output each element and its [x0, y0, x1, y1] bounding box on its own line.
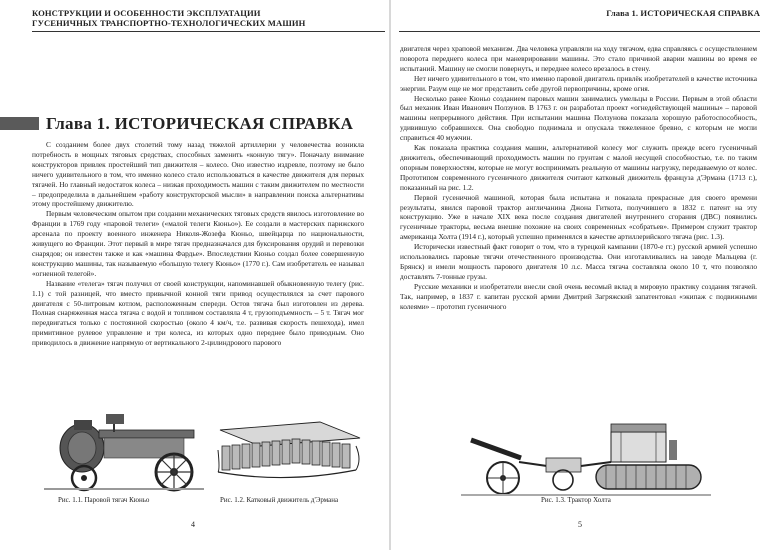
- paragraph: Исторически известный факт говорит о том, что в турецкой кампании (1870-е гг.) русской армией успешно использовались паровые тягачи отечественного производства. Они изготавливались на заводе Мальцева (г. Брянск) и имели мощность парового двигателя 10 л.с. Масса тягача составляла около 10 т, что позволяло доставлять 7-тонные грузы.: [400, 242, 757, 281]
- paragraph: С созданием более двух столетий тому назад тяжелой артиллерии у человечества возникла потребность в мощных тяговых средствах, способных заменить «конную тягу». Поначалу внимание конструкторов привлек простейший тип движителя – колесо. Оно известно издревле, поэтому не было ничего удивительного в том, что именно колесо стало использоваться в качестве движителя для первых тягачей. Но главный недостаток колеса – низкая проходимость машин с таким движителем по местности – предопределила в дальнейшем «работу конструкторской мысли» в направлении поиска альтернативы этому простейшему движителю.: [32, 140, 364, 209]
- header-rule: [399, 31, 760, 32]
- chapter-tab-marker: [0, 117, 39, 130]
- header-rule: [32, 31, 385, 32]
- running-head-line1: КОНСТРУКЦИИ И ОСОБЕННОСТИ ЭКСПЛУАТАЦИИ: [32, 8, 261, 18]
- page-number-left: 4: [191, 520, 195, 529]
- running-head-right: Глава 1. ИСТОРИЧЕСКАЯ СПРАВКА: [606, 8, 760, 18]
- page-number-right: 5: [578, 520, 582, 529]
- paragraph: двигателя через храповой механизм. Два человека управляли на ходу тягачом, едва справляясь с осуществлением поворота переднего колеса при маневрировании машины. Это стало причиной аварии машины во время ее испытаний. Машину не смогли повернуть, и переднее колесо врезалось в стену.: [400, 44, 757, 73]
- figure-cugnot-steam-wagon: [44, 400, 204, 495]
- left-page: [0, 0, 389, 550]
- left-body-text: [32, 140, 364, 348]
- paragraph: Несколько ранее Кюньо созданием паровых машин занимались умельцы в России. Первым в этой области был механик Иван Иванович Ползунов. В 1763 г. он разработал проект «огнедействующей машины» – паровой машины непрерывного действия. При испытании машина Ползунова показала хорошую работоспособность, удивившую собравшихся. Она свободно поднимала и опускала тяжеленное бревно, с которым не могли справиться 40 мужчин.: [400, 93, 757, 143]
- right-page: [391, 0, 780, 550]
- chapter-heading: [46, 114, 353, 134]
- paragraph: Первым человеческим опытом при создании механических тяговых средств явилось изготовление во Франции в 1769 году «паровой телеги» («малой телеги Кюньо»). Ее создали в мастерских парижского арсенала по проекту военного инженера Николя-Жозефа Кюньо, швейцарца по национальности, живущего во Франции. Этот первый в мире тягач предназначался для буксирования орудий и перевозки снарядов; он известен также и как «машина Фардье». Впоследствии Кюньо создал более совершенную конструкцию машины, так называемую «большую телегу Кюньо» (1770 г.). Сам изобретатель ее называл «огненной телегой».: [32, 209, 364, 278]
- figure-holt-tractor: [461, 410, 711, 500]
- figure-1-2-caption: Рис. 1.2. Катковый движитель д'Эрмана: [220, 496, 339, 504]
- running-head-line2: ГУСЕНИЧНЫХ ТРАНСПОРТНО-ТЕХНОЛОГИЧЕСКИХ МАШИН: [32, 18, 306, 28]
- right-body-text: [400, 44, 757, 311]
- chapter-prefix: Глава 1.: [46, 114, 111, 133]
- figure-1-3-caption: Рис. 1.3. Трактор Холта: [541, 496, 611, 504]
- figure-1-1-caption: Рис. 1.1. Паровой тягач Кюньо: [58, 496, 150, 504]
- running-head-left: [32, 8, 362, 28]
- paragraph: Первой гусеничной машиной, которая была испытана и показала прекрасные для своего времени результаты, явился паровой трактор англичанина Джона Гиткота, получившего в 1832 г. патент на эту конструкцию. Уже в начале XIX века после создания двигателей внутреннего сгорания (ДВС) появились гусеничные тракторы, весьма внешне похожие на своих современных «собратьев». Примером служит трактор американца Холта (1914 г.), который успешно применялся в качестве артиллерийского тягача (рис. 1.3).: [400, 192, 757, 242]
- paragraph: Нет ничего удивительного в том, что именно паровой двигатель привлёк изобретателей в качестве источника энергии. Разум еще не мог представить себе другой первопричины, кроме огня.: [400, 73, 757, 93]
- paragraph: Как показала практика создания машин, альтернативой колесу мог служить прежде всего гусеничный движитель, обеспечивающий проходимость машин по грунтам с малой несущей способностью, т.е. по таким опорным поверхностям, которые не могут воспринимать реальную от машины нагрузку, передаваемую от колес. Прототипом современного гусеничного движителя считают катковый движитель француза д'Эрмана (1713 г.), показанный на рис. 1.2.: [400, 143, 757, 192]
- figure-dermand-roller-drive: [210, 410, 365, 490]
- chapter-title: ИСТОРИЧЕСКАЯ СПРАВКА: [114, 114, 354, 133]
- paragraph: Название «телега» тягач получил от своей конструкции, напоминавшей обыкновенную телегу (рис. 1.1) с той разницей, что вместо привычной конной тяги привод осуществлялся за счет парового двигателя с 50-литровым котлом, расположенным спереди. Остов тягача был изготовлен из дерева. Полная снаряженная масса тягача с водой и топливом составляла 4 т, грузоподъемность – 5 т. Тягач мог передвигаться только с постоянной скоростью (около 4 км/ч, т.е. развивая скорость пешехода), имел примитивное рулевое управление и три колеса, из которых одно переднее было приводным. Оно приводилось в движение напрямую от вертикального 2-цилиндрового парового: [32, 278, 364, 348]
- paragraph: Русские механики и изобретатели внесли свой очень весомый вклад в мировую практику создания тягачей. Так, например, в 1837 г. капитан русской армии Дмитрий Загряжский запатентовал «экипаж с подвижными колеями» – прототип гусеничного: [400, 281, 757, 311]
